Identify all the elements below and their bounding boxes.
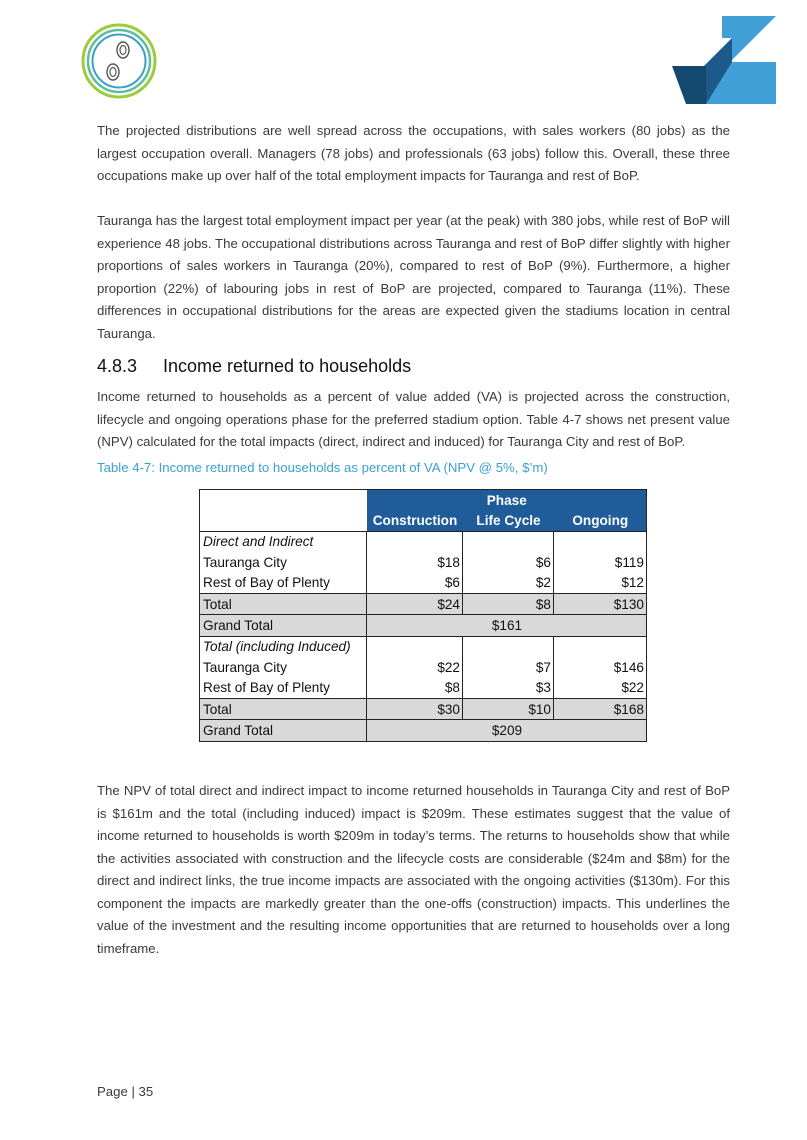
cell-value: $130 [554,593,647,614]
cell-value: $12 [554,573,647,594]
row-label: Grand Total [200,720,367,741]
paragraph-employment-impact: Tauranga has the largest total employment impact per year (at the peak) with 380 jobs, while rest of BoP will experience 48 jobs. The occupational distributions across Tauranga and rest of BoP differ slightly with higher proportions of sales workers in Tauranga (20%), compared to rest of BoP (9%). Furthermore, a higher proportion (22%) of labouring jobs in rest of BoP are projected, compared to Tauranga (11%). These differences in occupational distributions for the areas are expected given the stadiums location in central Tauranga. [97,213,730,341]
income-table [199,489,647,742]
total-row [200,593,647,614]
row-label: Tauranga City [200,552,367,572]
row-label: Tauranga City [200,657,367,677]
cell-value: $168 [554,698,647,719]
grand-total-row [200,720,647,741]
cell-value: $119 [554,552,647,572]
row-label: Total [200,698,367,719]
grand-total-row [200,615,647,636]
paragraph-income-intro: Income returned to households as a percent of value added (VA) is projected across the construction, lifecycle and ongoing operations phase for the preferred stadium option. Table 4-7 shows net present value (NPV) calculated for the total impacts (direct, indirect and induced) for Tauranga City and rest of BoP. [97,389,730,449]
cell-value: $10 [463,698,554,719]
cell-value: $8 [367,678,463,699]
empty-cell [463,636,554,657]
row-label: Rest of Bay of Plenty [200,678,367,699]
group-title: Total (including Induced) [200,636,367,657]
table-caption: Table 4-7: Income returned to households as percent of VA (NPV @ 5%, $’m) [97,460,548,475]
table-row [200,552,647,572]
column-header-life-cycle: Life Cycle [463,510,554,531]
table-row [200,531,647,552]
cell-value: $24 [367,593,463,614]
blue-z-shape-logo [672,16,776,104]
table-row [200,573,647,594]
cell-value: $8 [463,593,554,614]
cell-value: $7 [463,657,554,677]
empty-cell [554,636,647,657]
row-label: Total [200,593,367,614]
row-label: Grand Total [200,615,367,636]
section-heading [97,356,411,377]
cell-value: $18 [367,552,463,572]
group-title: Direct and Indirect [200,531,367,552]
empty-cell [554,531,647,552]
cell-value: $6 [367,573,463,594]
paragraph-occupations: The projected distributions are well spread across the occupations, with sales workers (80 jobs) as the largest occupation overall. Managers (78 jobs) and professionals (63 jobs) follow this. Overall, these three occupations make up over half of the total employment impacts for Tauranga and rest of BoP. [97,123,730,183]
paragraph-npv-summary: The NPV of total direct and indirect impact to income returned households in Tauranga City and rest of BoP is $161m and the total (including induced) impact is $209m. These estimates suggest that the value of income returned to households is worth $209m in today’s terms. The returns to households show that while the activities associated with construction and the lifecycle costs are considerable ($24m and $8m) for the direct and indirect links, the true income impacts are associated with the ongoing activities ($130m). For this component the impacts are markedly greater than the one-offs (construction) impacts. This underlines the value of the investment and the resulting income opportunities that are returned to households over a long timeframe. [97,783,730,956]
grand-total-value: $161 [367,615,647,636]
section-number: 4.8.3 [97,356,138,376]
row-label: Rest of Bay of Plenty [200,573,367,594]
empty-cell [367,531,463,552]
page-number: Page | 35 [97,1084,154,1099]
cell-value: $6 [463,552,554,572]
empty-cell [463,531,554,552]
empty-cell [367,636,463,657]
table-corner-cell [200,490,367,511]
cell-value: $146 [554,657,647,677]
table-row [200,657,647,677]
cell-value: $2 [463,573,554,594]
column-header-construction: Construction [367,510,463,531]
cell-value: $3 [463,678,554,699]
table-row [200,636,647,657]
phase-header: Phase [367,490,647,511]
grand-total-value: $209 [367,720,647,741]
cell-value: $22 [554,678,647,699]
total-row [200,698,647,719]
section-title: Income returned to households [163,356,412,376]
cell-value: $30 [367,698,463,719]
footprints-circle-logo [78,20,160,102]
cell-value: $22 [367,657,463,677]
table-row [200,678,647,699]
table-corner-cell [200,510,367,531]
column-header-ongoing: Ongoing [554,510,647,531]
